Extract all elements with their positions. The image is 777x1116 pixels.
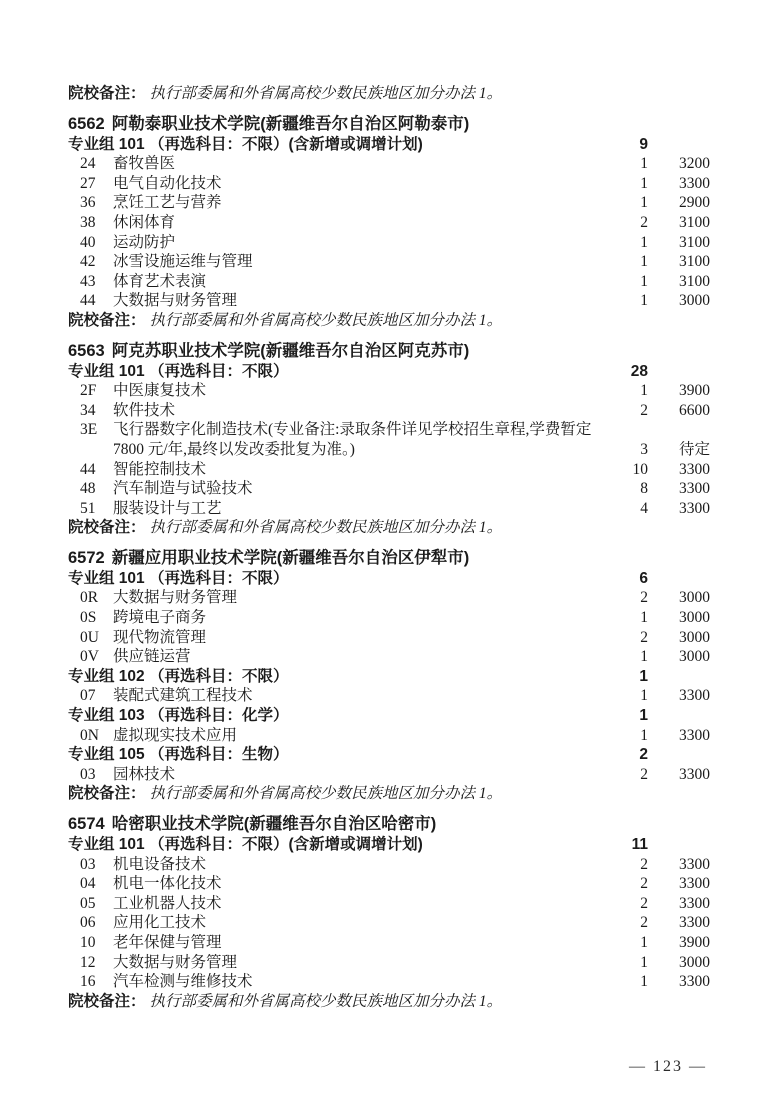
- major-plan-count: 3: [640, 440, 648, 458]
- major-name-block: [80, 628, 602, 648]
- remark-label: 院校备注：: [68, 785, 146, 803]
- major-name: 运动防护: [113, 233, 176, 251]
- group-plan-count: 1: [639, 707, 648, 725]
- major-name: 老年保健与管理: [113, 933, 222, 951]
- major-plan-count: 1: [640, 973, 648, 991]
- institution-block: [68, 813, 710, 1011]
- major-row: [68, 628, 710, 648]
- major-name: 大数据与财务管理: [113, 292, 238, 310]
- major-name: 装配式建筑工程技术: [113, 687, 253, 705]
- major-name-block: [80, 174, 602, 194]
- major-fee: 3000: [679, 953, 710, 971]
- major-code: 36: [80, 194, 96, 212]
- institution-remark: [68, 784, 710, 804]
- major-fee: 3100: [679, 213, 710, 231]
- major-plan-count: 1: [640, 933, 648, 951]
- major-fee: 3300: [679, 480, 710, 498]
- major-row: [68, 647, 710, 667]
- major-name: 飞行器数字化制造技术(专业备注:录取条件详见学校招生章程,学费暂定 7800 元/年,最终以发改委批复为准。): [113, 421, 592, 458]
- major-plan-count: 8: [640, 480, 648, 498]
- major-name-block: [80, 972, 602, 992]
- major-code: 0S: [80, 609, 97, 627]
- major-code: 05: [80, 894, 96, 912]
- major-row: [68, 460, 710, 480]
- institution-header: [68, 340, 710, 362]
- major-plan-count: 2: [640, 213, 648, 231]
- major-code: 0U: [80, 628, 99, 646]
- major-fee: 3300: [679, 894, 710, 912]
- major-name: 大数据与财务管理: [113, 953, 238, 971]
- remark-label: 院校备注：: [68, 519, 146, 537]
- major-code: 03: [80, 855, 96, 873]
- major-name-block: [80, 933, 602, 953]
- major-name-block: [80, 588, 602, 608]
- major-name: 应用化工技术: [113, 914, 207, 932]
- major-code: 48: [80, 480, 96, 498]
- major-row: [68, 252, 710, 272]
- group-plan-count: 11: [631, 836, 648, 853]
- institution-code: 6562: [68, 114, 105, 133]
- major-name: 畜牧兽医: [113, 155, 176, 173]
- remark-label: 院校备注：: [68, 992, 146, 1010]
- major-plan-count: 1: [640, 174, 648, 192]
- remark-text: 执行部委属和外省属高校少数民族地区加分办法 1。: [149, 785, 503, 803]
- major-name: 机电一体化技术: [113, 875, 222, 893]
- institution-remark: [68, 992, 710, 1012]
- group-label: 专业组 101 （再选科目：不限）(含新增或调增计划): [68, 135, 423, 153]
- major-code: 51: [80, 499, 96, 517]
- major-name-block: [80, 272, 602, 292]
- major-plan-count: 1: [640, 953, 648, 971]
- major-name: 中医康复技术: [113, 382, 207, 400]
- major-row: [68, 499, 710, 519]
- major-row: [68, 608, 710, 628]
- major-name-block: [80, 233, 602, 253]
- major-row: [68, 855, 710, 875]
- major-code: 42: [80, 253, 96, 271]
- major-row: [68, 588, 710, 608]
- major-plan-count: 1: [640, 233, 648, 251]
- group-label: 专业组 105 （再选科目：生物）: [68, 746, 289, 764]
- major-fee: 3000: [679, 648, 710, 666]
- top-remark-label: 院校备注：: [68, 85, 146, 102]
- major-name: 软件技术: [113, 401, 176, 419]
- major-name-block: [80, 401, 602, 421]
- major-name-block: [80, 291, 602, 311]
- major-name-block: [80, 479, 602, 499]
- major-code: 2F: [80, 382, 97, 400]
- institution-header: [68, 813, 710, 835]
- major-plan-count: 2: [640, 628, 648, 646]
- major-code: 06: [80, 914, 96, 932]
- major-row: [68, 420, 710, 459]
- major-fee: 3300: [679, 460, 710, 478]
- major-row: [68, 291, 710, 311]
- remark-label: 院校备注：: [68, 311, 146, 329]
- major-fee: 待定: [678, 440, 710, 458]
- major-code: 03: [80, 765, 96, 783]
- major-fee: 3000: [679, 292, 710, 310]
- major-group-header: [68, 706, 710, 726]
- major-fee: 3300: [679, 855, 710, 873]
- group-plan-count: 6: [639, 569, 648, 587]
- major-code: 38: [80, 213, 96, 231]
- major-name-block: [80, 953, 602, 973]
- major-name: 汽车制造与试验技术: [113, 480, 253, 498]
- major-plan-count: 2: [640, 875, 648, 893]
- institution-header: [68, 113, 710, 135]
- major-name: 跨境电子商务: [113, 609, 207, 627]
- page-number: — 123 —: [629, 1058, 707, 1075]
- major-name-block: [80, 154, 602, 174]
- major-code: 12: [80, 953, 96, 971]
- major-code: 16: [80, 973, 96, 991]
- major-group-header: [68, 569, 710, 589]
- major-code: 07: [80, 687, 96, 705]
- major-name: 体育艺术表演: [113, 272, 207, 290]
- major-name: 休闲体育: [113, 213, 176, 231]
- institution-name: 阿克苏职业技术学院(新疆维吾尔自治区阿克苏市): [111, 341, 470, 360]
- major-name: 冰雪设施运维与管理: [113, 253, 253, 271]
- remark-text: 执行部委属和外省属高校少数民族地区加分办法 1。: [149, 311, 503, 329]
- institution-code: 6574: [68, 815, 105, 833]
- major-row: [68, 874, 710, 894]
- major-name-block: [80, 460, 602, 480]
- major-row: [68, 933, 710, 953]
- major-fee: 3200: [679, 155, 710, 173]
- major-fee: 3900: [679, 933, 710, 951]
- major-fee: 3300: [679, 499, 710, 517]
- major-name-block: [80, 608, 602, 628]
- major-plan-count: 10: [632, 460, 648, 478]
- major-plan-count: 1: [640, 194, 648, 212]
- major-fee: 3900: [679, 382, 710, 400]
- major-name: 电气自动化技术: [113, 174, 222, 192]
- major-name: 机电设备技术: [113, 855, 207, 873]
- group-plan-count: 2: [639, 746, 648, 764]
- major-fee: 3000: [679, 609, 710, 627]
- institution-name: 新疆应用职业技术学院(新疆维吾尔自治区伊犁市): [111, 548, 470, 567]
- major-code: 40: [80, 233, 96, 251]
- major-plan-count: 1: [640, 382, 648, 400]
- major-code: 34: [80, 401, 96, 419]
- institution-name: 哈密职业技术学院(新疆维吾尔自治区哈密市): [111, 815, 437, 833]
- major-name-block: [80, 874, 602, 894]
- major-plan-count: 1: [640, 292, 648, 310]
- group-plan-count: 1: [639, 667, 648, 685]
- major-code: 27: [80, 174, 96, 192]
- major-group-header: [68, 667, 710, 687]
- major-row: [68, 953, 710, 973]
- major-name-block: [80, 894, 602, 914]
- major-fee: 3000: [679, 589, 710, 607]
- major-name: 大数据与财务管理: [113, 589, 238, 607]
- major-code: 10: [80, 933, 96, 951]
- major-name: 园林技术: [113, 765, 176, 783]
- major-row: [68, 913, 710, 933]
- institution-header: [68, 547, 710, 569]
- document-page-content: [68, 84, 710, 1011]
- major-name-block: [80, 193, 602, 213]
- institution-code: 6572: [68, 548, 105, 567]
- major-fee: 3300: [679, 687, 710, 705]
- major-name-block: [80, 213, 602, 233]
- major-code: 3E: [80, 421, 98, 439]
- major-fee: 3300: [679, 765, 710, 783]
- major-row: [68, 686, 710, 706]
- major-row: [68, 272, 710, 292]
- remark-text: 执行部委属和外省属高校少数民族地区加分办法 1。: [149, 519, 503, 537]
- major-row: [68, 233, 710, 253]
- major-fee: 3300: [679, 174, 710, 192]
- major-group-header: [68, 362, 710, 382]
- major-row: [68, 401, 710, 421]
- major-name-block: [80, 913, 602, 933]
- institution-name: 阿勒泰职业技术学院(新疆维吾尔自治区阿勒泰市): [111, 114, 470, 133]
- major-group-header: [68, 745, 710, 765]
- major-name: 供应链运营: [113, 648, 191, 666]
- institution-remark: [68, 311, 710, 331]
- major-row: [68, 479, 710, 499]
- group-label: 专业组 101 （再选科目：不限）(含新增或调增计划): [68, 836, 423, 853]
- major-plan-count: 1: [640, 648, 648, 666]
- major-plan-count: 1: [640, 726, 648, 744]
- major-name: 现代物流管理: [113, 628, 207, 646]
- major-name-block: [80, 499, 602, 519]
- group-plan-count: 28: [630, 362, 648, 380]
- major-code: 43: [80, 272, 96, 290]
- major-row: [68, 193, 710, 213]
- major-row: [68, 213, 710, 233]
- major-name: 智能控制技术: [113, 460, 207, 478]
- major-plan-count: 1: [640, 253, 648, 271]
- major-fee: 6600: [679, 401, 710, 419]
- major-code: 44: [80, 292, 96, 310]
- major-plan-count: 2: [640, 894, 648, 912]
- group-label: 专业组 101 （再选科目：不限）: [68, 362, 289, 380]
- institution-code: 6563: [68, 341, 105, 360]
- group-plan-count: 9: [639, 135, 648, 153]
- major-fee: 3100: [679, 272, 710, 290]
- major-name-block: [80, 420, 602, 459]
- major-name-block: [80, 252, 602, 272]
- major-name: 虚拟现实技术应用: [113, 726, 238, 744]
- institution-list: [68, 113, 710, 1012]
- major-fee: 3100: [679, 233, 710, 251]
- major-name: 汽车检测与维修技术: [113, 973, 253, 991]
- major-row: [68, 972, 710, 992]
- major-fee: 3300: [679, 914, 710, 932]
- major-plan-count: 2: [640, 401, 648, 419]
- major-code: 04: [80, 875, 96, 893]
- major-row: [68, 726, 710, 746]
- major-row: [68, 381, 710, 401]
- major-group-header: [68, 835, 710, 855]
- group-label: 专业组 102 （再选科目：不限）: [68, 667, 289, 685]
- institution-block: [68, 113, 710, 331]
- major-plan-count: 2: [640, 589, 648, 607]
- major-group-header: [68, 135, 710, 155]
- major-code: 0V: [80, 648, 99, 666]
- major-code: 44: [80, 460, 96, 478]
- major-name-block: [80, 765, 602, 785]
- remark-text: 执行部委属和外省属高校少数民族地区加分办法 1。: [149, 992, 503, 1010]
- major-row: [68, 894, 710, 914]
- group-label: 专业组 103 （再选科目：化学）: [68, 707, 289, 725]
- major-plan-count: 2: [640, 855, 648, 873]
- major-plan-count: 4: [640, 499, 648, 517]
- major-name-block: [80, 726, 602, 746]
- major-row: [68, 154, 710, 174]
- major-code: 24: [80, 155, 96, 173]
- major-code: 0R: [80, 589, 99, 607]
- institution-block: [68, 340, 710, 538]
- major-row: [68, 174, 710, 194]
- major-fee: 3300: [679, 973, 710, 991]
- major-plan-count: 1: [640, 687, 648, 705]
- major-plan-count: 1: [640, 155, 648, 173]
- major-name-block: [80, 855, 602, 875]
- top-remark-text: 执行部委属和外省属高校少数民族地区加分办法 1。: [149, 85, 503, 102]
- group-label: 专业组 101 （再选科目：不限）: [68, 569, 289, 587]
- major-plan-count: 1: [640, 609, 648, 627]
- major-name: 工业机器人技术: [113, 894, 222, 912]
- major-fee: 3100: [679, 253, 710, 271]
- major-code: 0N: [80, 726, 99, 744]
- major-fee: 3000: [679, 628, 710, 646]
- major-name-block: [80, 686, 602, 706]
- top-remark: [68, 84, 710, 104]
- major-row: [68, 765, 710, 785]
- major-fee: 3300: [679, 726, 710, 744]
- major-plan-count: 2: [640, 914, 648, 932]
- major-name: 烹饪工艺与营养: [113, 194, 222, 212]
- major-name-block: [80, 647, 602, 667]
- major-fee: 2900: [679, 194, 710, 212]
- major-name-block: [80, 381, 602, 401]
- major-plan-count: 2: [640, 765, 648, 783]
- institution-block: [68, 547, 710, 804]
- major-name: 服装设计与工艺: [113, 499, 222, 517]
- institution-remark: [68, 518, 710, 538]
- major-plan-count: 1: [640, 272, 648, 290]
- major-fee: 3300: [679, 875, 710, 893]
